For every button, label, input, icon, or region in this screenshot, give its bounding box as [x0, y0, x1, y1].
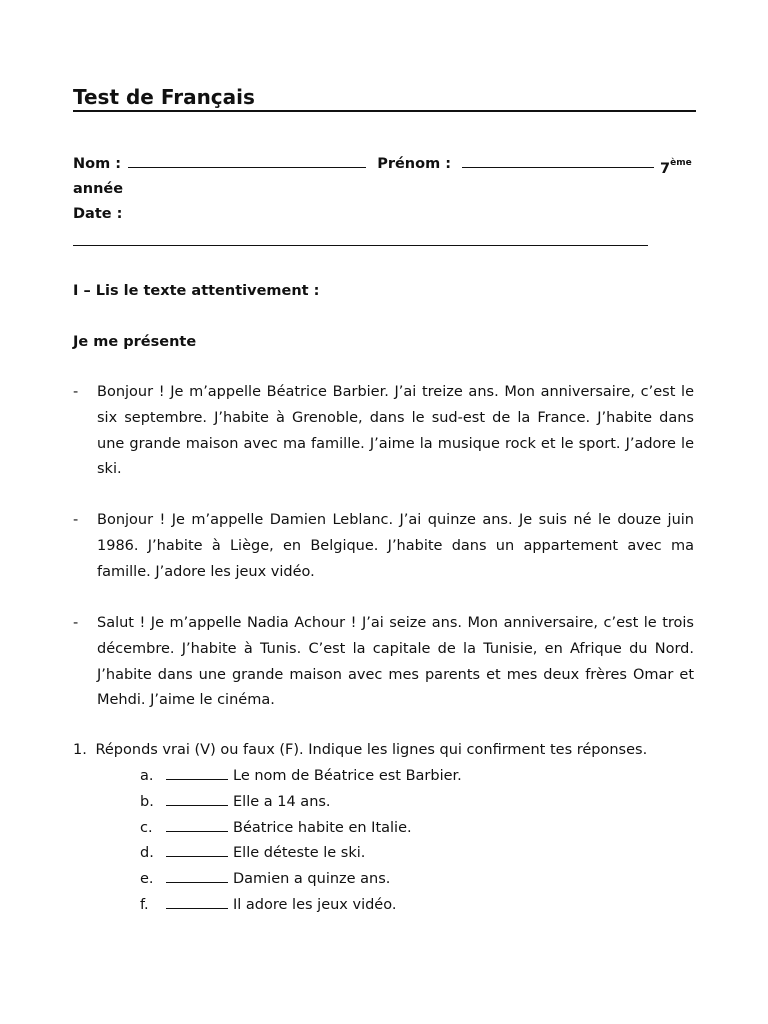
- nom-label: Nom :: [73, 156, 122, 172]
- question-text: Réponds vrai (V) ou faux (F). Indique les lignes qui confirment tes réponses.: [95, 742, 648, 758]
- list-item: [140, 817, 462, 843]
- item-letter: f.: [140, 896, 149, 913]
- paragraph-damien: Bonjour ! Je m’appelle Damien Leblanc. J’ai quinze ans. Je suis né le douze juin 1986. J’habite à Liège, en Belgique. J’habite dans un appartement avec ma famille. J’adore les jeux vidéo.: [97, 512, 694, 580]
- answer-blank[interactable]: [166, 817, 228, 832]
- question-number: 1.: [73, 742, 87, 758]
- item-statement: Le nom de Béatrice est Barbier.: [233, 768, 462, 784]
- text-title: Je me présente: [73, 334, 197, 350]
- bullet-dash: -: [73, 615, 79, 631]
- bullet-dash: -: [73, 384, 79, 400]
- grade-superscript: ème: [670, 158, 692, 168]
- title-underline: [73, 110, 696, 112]
- paragraph-beatrice: Bonjour ! Je m’appelle Béatrice Barbier. J’ai treize ans. Mon anniversaire, c’est le six septembre. J’habite à Grenoble, dans le sud-est de la France. J’habite dans une grande maison avec ma famille. J’aime la musique rock et le sport. J’adore le ski.: [97, 384, 694, 478]
- item-statement: Elle déteste le ski.: [233, 845, 366, 862]
- nom-row: [73, 153, 654, 174]
- answer-blank[interactable]: [166, 791, 228, 806]
- item-letter: e.: [140, 871, 154, 888]
- item-statement: Béatrice habite en Italie.: [233, 819, 412, 836]
- item-letter: b.: [140, 793, 154, 810]
- answer-blank[interactable]: [166, 842, 228, 857]
- prenom-label: Prénom :: [377, 156, 452, 172]
- item-letter: c.: [140, 819, 153, 836]
- item-letter: a.: [140, 768, 154, 784]
- list-item: [140, 842, 462, 868]
- answer-blank[interactable]: [166, 765, 228, 780]
- item-statement: Elle a 14 ans.: [233, 793, 331, 810]
- nom-field[interactable]: [128, 153, 366, 168]
- paragraph-nadia: Salut ! Je m’appelle Nadia Achour ! J’ai seize ans. Mon anniversaire, c’est le trois décembre. J’habite à Tunis. C’est la capitale de la Tunisie, en Afrique du Nord. J’habite dans une grande maison avec mes parents et mes deux frères Omar et Mehdi. J’aime le cinéma.: [97, 615, 694, 709]
- item-letter: d.: [140, 845, 154, 862]
- date-field[interactable]: [73, 245, 648, 246]
- grade-word: année: [73, 181, 124, 197]
- date-label: Date :: [73, 206, 123, 222]
- question-items: [140, 765, 462, 920]
- page-title: Test de Français: [73, 85, 255, 109]
- list-item: [140, 894, 462, 920]
- list-item: [140, 868, 462, 894]
- bullet-dash: -: [73, 512, 79, 528]
- item-statement: Il adore les jeux vidéo.: [233, 896, 397, 913]
- answer-blank[interactable]: [166, 868, 228, 883]
- grade-label: [660, 153, 692, 179]
- grade-number: 7: [660, 161, 671, 177]
- prenom-field[interactable]: [462, 153, 654, 168]
- question-1: [73, 739, 647, 761]
- section-title: I – Lis le texte attentivement :: [73, 283, 320, 299]
- item-statement: Damien a quinze ans.: [233, 871, 391, 888]
- answer-blank[interactable]: [166, 894, 228, 909]
- list-item: [140, 765, 462, 791]
- list-item: [140, 791, 462, 817]
